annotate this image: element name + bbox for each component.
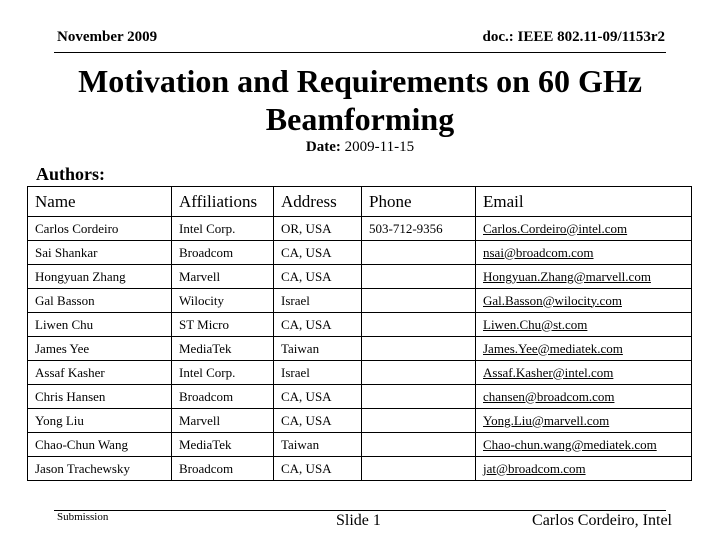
cell-affiliation: Broadcom bbox=[172, 385, 274, 409]
col-email-header: Email bbox=[476, 187, 692, 217]
cell-address: OR, USA bbox=[274, 217, 362, 241]
cell-name: Jason Trachewsky bbox=[28, 457, 172, 481]
cell-address: CA, USA bbox=[274, 313, 362, 337]
cell-name: Yong Liu bbox=[28, 409, 172, 433]
cell-name: Assaf Kasher bbox=[28, 361, 172, 385]
cell-email[interactable]: Chao-chun.wang@mediatek.com bbox=[476, 433, 692, 457]
header-doc-id: doc.: IEEE 802.11-09/1153r2 bbox=[482, 29, 665, 45]
table-row bbox=[28, 337, 692, 361]
cell-phone bbox=[362, 361, 476, 385]
cell-name: James Yee bbox=[28, 337, 172, 361]
table-row bbox=[28, 457, 692, 481]
cell-phone bbox=[362, 289, 476, 313]
cell-email[interactable]: jat@broadcom.com bbox=[476, 457, 692, 481]
header-rule bbox=[54, 52, 666, 53]
cell-email[interactable]: Gal.Basson@wilocity.com bbox=[476, 289, 692, 313]
table-row bbox=[28, 409, 692, 433]
cell-phone bbox=[362, 337, 476, 361]
cell-name: Chao-Chun Wang bbox=[28, 433, 172, 457]
table-row bbox=[28, 361, 692, 385]
cell-email[interactable]: chansen@broadcom.com bbox=[476, 385, 692, 409]
table-row bbox=[28, 265, 692, 289]
cell-address: Israel bbox=[274, 361, 362, 385]
cell-phone bbox=[362, 385, 476, 409]
cell-address: CA, USA bbox=[274, 409, 362, 433]
table-row bbox=[28, 241, 692, 265]
cell-phone bbox=[362, 241, 476, 265]
footer-rule bbox=[54, 510, 666, 511]
cell-name: Chris Hansen bbox=[28, 385, 172, 409]
cell-affiliation: Marvell bbox=[172, 409, 274, 433]
cell-affiliation: ST Micro bbox=[172, 313, 274, 337]
table-row bbox=[28, 433, 692, 457]
cell-email[interactable]: Liwen.Chu@st.com bbox=[476, 313, 692, 337]
col-name-header: Name bbox=[28, 187, 172, 217]
header-date: November 2009 bbox=[57, 29, 158, 45]
authors-table bbox=[27, 186, 692, 481]
cell-affiliation: MediaTek bbox=[172, 337, 274, 361]
cell-email[interactable]: Carlos.Cordeiro@intel.com bbox=[476, 217, 692, 241]
col-address-header: Address bbox=[274, 187, 362, 217]
cell-affiliation: Intel Corp. bbox=[172, 361, 274, 385]
table-body bbox=[28, 217, 692, 481]
date-line bbox=[0, 139, 720, 156]
cell-phone bbox=[362, 457, 476, 481]
date-label: Date: bbox=[305, 139, 341, 155]
cell-address: CA, USA bbox=[274, 385, 362, 409]
col-affiliations-header: Affiliations bbox=[172, 187, 274, 217]
cell-address: Taiwan bbox=[274, 433, 362, 457]
footer-submission: Submission bbox=[57, 511, 109, 523]
cell-email[interactable]: Yong.Liu@marvell.com bbox=[476, 409, 692, 433]
authors-label: Authors: bbox=[36, 164, 106, 184]
cell-affiliation: Marvell bbox=[172, 265, 274, 289]
table-header-row bbox=[28, 187, 692, 217]
cell-address: CA, USA bbox=[274, 265, 362, 289]
cell-name: Hongyuan Zhang bbox=[28, 265, 172, 289]
cell-affiliation: MediaTek bbox=[172, 433, 274, 457]
cell-address: Israel bbox=[274, 289, 362, 313]
cell-email[interactable]: Hongyuan.Zhang@marvell.com bbox=[476, 265, 692, 289]
cell-phone bbox=[362, 265, 476, 289]
cell-email[interactable]: Assaf.Kasher@intel.com bbox=[476, 361, 692, 385]
table-row bbox=[28, 217, 692, 241]
cell-address: CA, USA bbox=[274, 241, 362, 265]
cell-affiliation: Broadcom bbox=[172, 241, 274, 265]
col-phone-header: Phone bbox=[362, 187, 476, 217]
cell-email[interactable]: nsai@broadcom.com bbox=[476, 241, 692, 265]
cell-name: Sai Shankar bbox=[28, 241, 172, 265]
cell-affiliation: Wilocity bbox=[172, 289, 274, 313]
cell-phone: 503-712-9356 bbox=[362, 217, 476, 241]
table-row bbox=[28, 385, 692, 409]
footer-author: Carlos Cordeiro, Intel bbox=[532, 512, 672, 529]
cell-address: Taiwan bbox=[274, 337, 362, 361]
cell-phone bbox=[362, 409, 476, 433]
cell-phone bbox=[362, 433, 476, 457]
cell-name: Carlos Cordeiro bbox=[28, 217, 172, 241]
title-line-1: Motivation and Requirements on 60 GHz bbox=[78, 63, 642, 99]
cell-affiliation: Intel Corp. bbox=[172, 217, 274, 241]
slide-title bbox=[0, 62, 720, 138]
cell-name: Gal Basson bbox=[28, 289, 172, 313]
cell-phone bbox=[362, 313, 476, 337]
cell-email[interactable]: James.Yee@mediatek.com bbox=[476, 337, 692, 361]
footer-slide-number: Slide 1 bbox=[336, 512, 381, 529]
table-row bbox=[28, 313, 692, 337]
title-line-2: Beamforming bbox=[265, 101, 455, 137]
date-value: 2009-11-15 bbox=[344, 139, 415, 155]
cell-address: CA, USA bbox=[274, 457, 362, 481]
cell-name: Liwen Chu bbox=[28, 313, 172, 337]
table-row bbox=[28, 289, 692, 313]
cell-affiliation: Broadcom bbox=[172, 457, 274, 481]
